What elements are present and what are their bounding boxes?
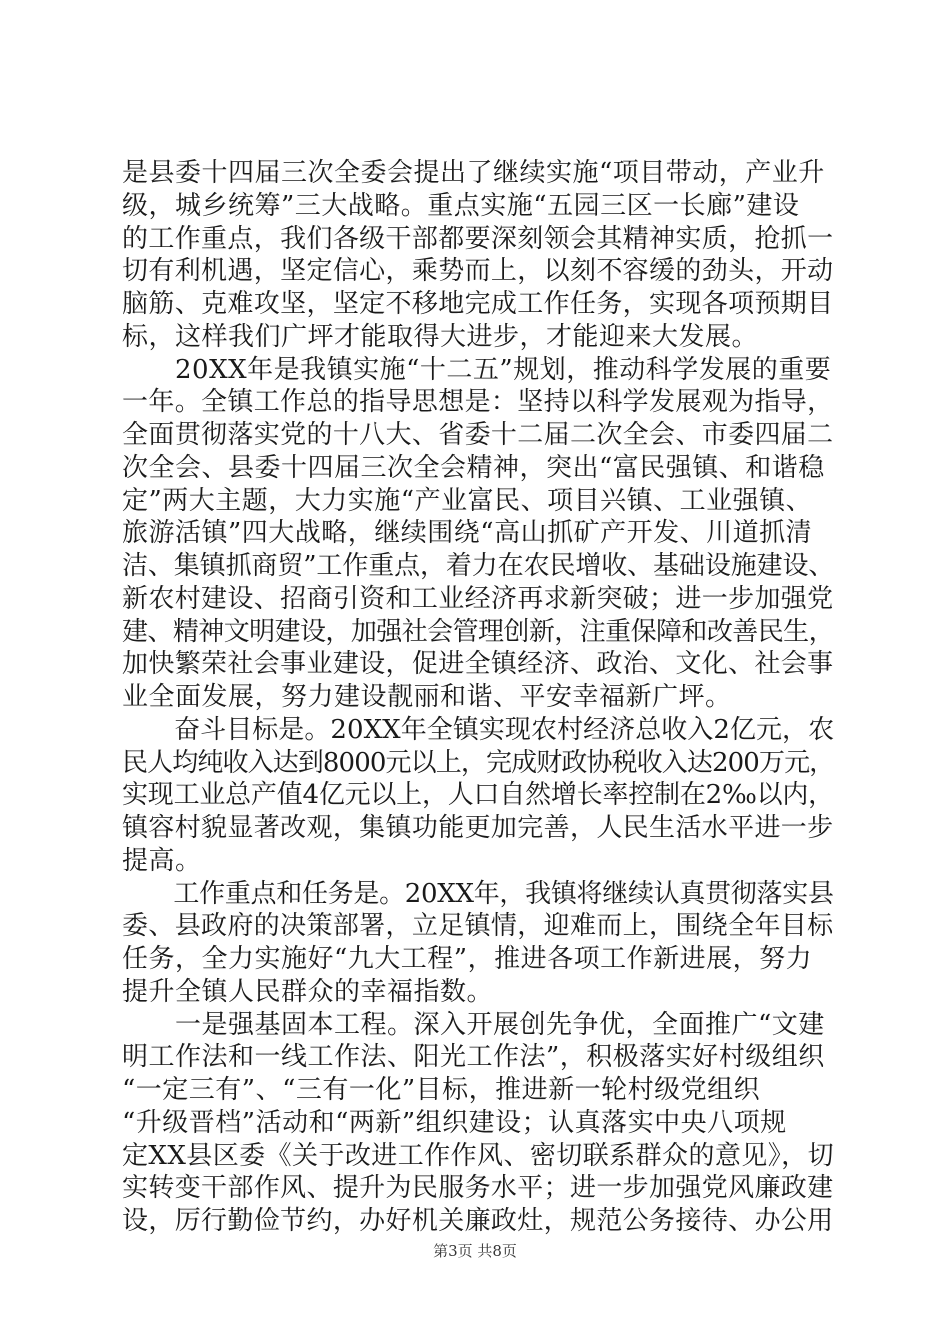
- text-line: 明工作法和一线工作法、阳光工作法”，积极落实好村级组织: [122, 1042, 825, 1073]
- text-line: “升级晋档”活动和“两新”组织建设；认真落实中央八项规: [122, 1107, 787, 1138]
- text-line: 建、精神文明建设，加强社会管理创新，注重保障和改善民生，: [122, 616, 835, 647]
- text-line: 脑筋、克难攻坚，坚定不移地完成工作任务，实现各项预期目: [122, 289, 834, 319]
- text-line: 民人均纯收入达到8000元以上，完成财政协税收入达200万元，: [122, 747, 835, 778]
- text-line: 业全面发展，努力建设靓丽和谐、平安幸福新广坪。: [122, 682, 732, 712]
- text-line: 一是强基固本工程。深入开展创先争优，全面推广“文建: [122, 1009, 825, 1040]
- text-line: 镇容村貌显著改观，集镇功能更加完善，人民生活水平进一步: [122, 813, 834, 843]
- text-line: 新农村建设、招商引资和工业经济再求新突破；进一步加强党: [122, 583, 834, 614]
- text-line: 一年。全镇工作总的指导思想是：坚持以科学发展观为指导，: [122, 387, 834, 418]
- text-line: 次全会、县委十四届三次全会精神，突出“富民强镇、和谐稳: [122, 452, 825, 483]
- text-line: 旅游活镇”四大战略，继续围绕“高山抓矿产开发、川道抓清: [122, 518, 813, 549]
- text-line: 提高。: [122, 845, 202, 876]
- text-line: 奋斗目标是。20XX年全镇实现农村经济总收入2亿元，农: [122, 714, 835, 745]
- text-line: 加快繁荣社会事业建设，促进全镇经济、政治、文化、社会事: [122, 649, 834, 680]
- text-line: 全面贯彻落实党的十八大、省委十二届二次全会、市委四届二: [122, 420, 834, 450]
- text-line: 提升全镇人民群众的幸福指数。: [122, 976, 494, 1007]
- text-line: 切有利机遇，坚定信心，乘势而上，以刻不容缓的劲头，开动: [122, 256, 834, 287]
- text-line: 委、县政府的决策部署，立足镇情，迎难而上，围绕全年目标: [122, 911, 834, 942]
- text-line: 20XX年是我镇实施“十二五”规划，推动科学发展的重要: [122, 354, 832, 385]
- text-line: 的工作重点，我们各级干部都要深刻领会其精神实质，抢抓一: [122, 223, 834, 254]
- text-line: 级，城乡统筹”三大战略。重点实施“五园三区一长廊”建设: [122, 190, 800, 221]
- text-line: 是县委十四届三次全委会提出了继续实施“项目带动，产业升: [122, 158, 825, 188]
- text-line: 定XX县区委《关于改进工作作风、密切联系群众的意见》，切: [122, 1140, 835, 1171]
- text-line: 任务，全力实施好“九大工程”，推进各项工作新进展，努力: [122, 944, 813, 974]
- page-footer: 第3页 共8页: [433, 1242, 517, 1260]
- text-line: 洁、集镇抓商贸”工作重点，着力在农民增收、基础设施建设、: [122, 551, 835, 581]
- text-line: 实转变干部作风、提升为民服务水平；进一步加强党风廉政建: [122, 1173, 834, 1204]
- text-line: 实现工业总产值4亿元以上，人口自然增长率控制在2‰以内，: [122, 780, 834, 811]
- text-line: 设，厉行勤俭节约，办好机关廉政灶，规范公务接待、办公用: [122, 1206, 834, 1236]
- text-line: 工作重点和任务是。20XX年，我镇将继续认真贯彻落实县: [122, 878, 834, 909]
- body-text: [122, 157, 834, 1238]
- text-line: 定”两大主题，大力实施“产业富民、项目兴镇、工业强镇、: [122, 485, 813, 516]
- text-line: “一定三有”、“三有一化”目标，推进新一轮村级党组织: [122, 1075, 761, 1105]
- text-line: 标，这样我们广坪才能取得大进步，才能迎来大发展。: [122, 321, 759, 352]
